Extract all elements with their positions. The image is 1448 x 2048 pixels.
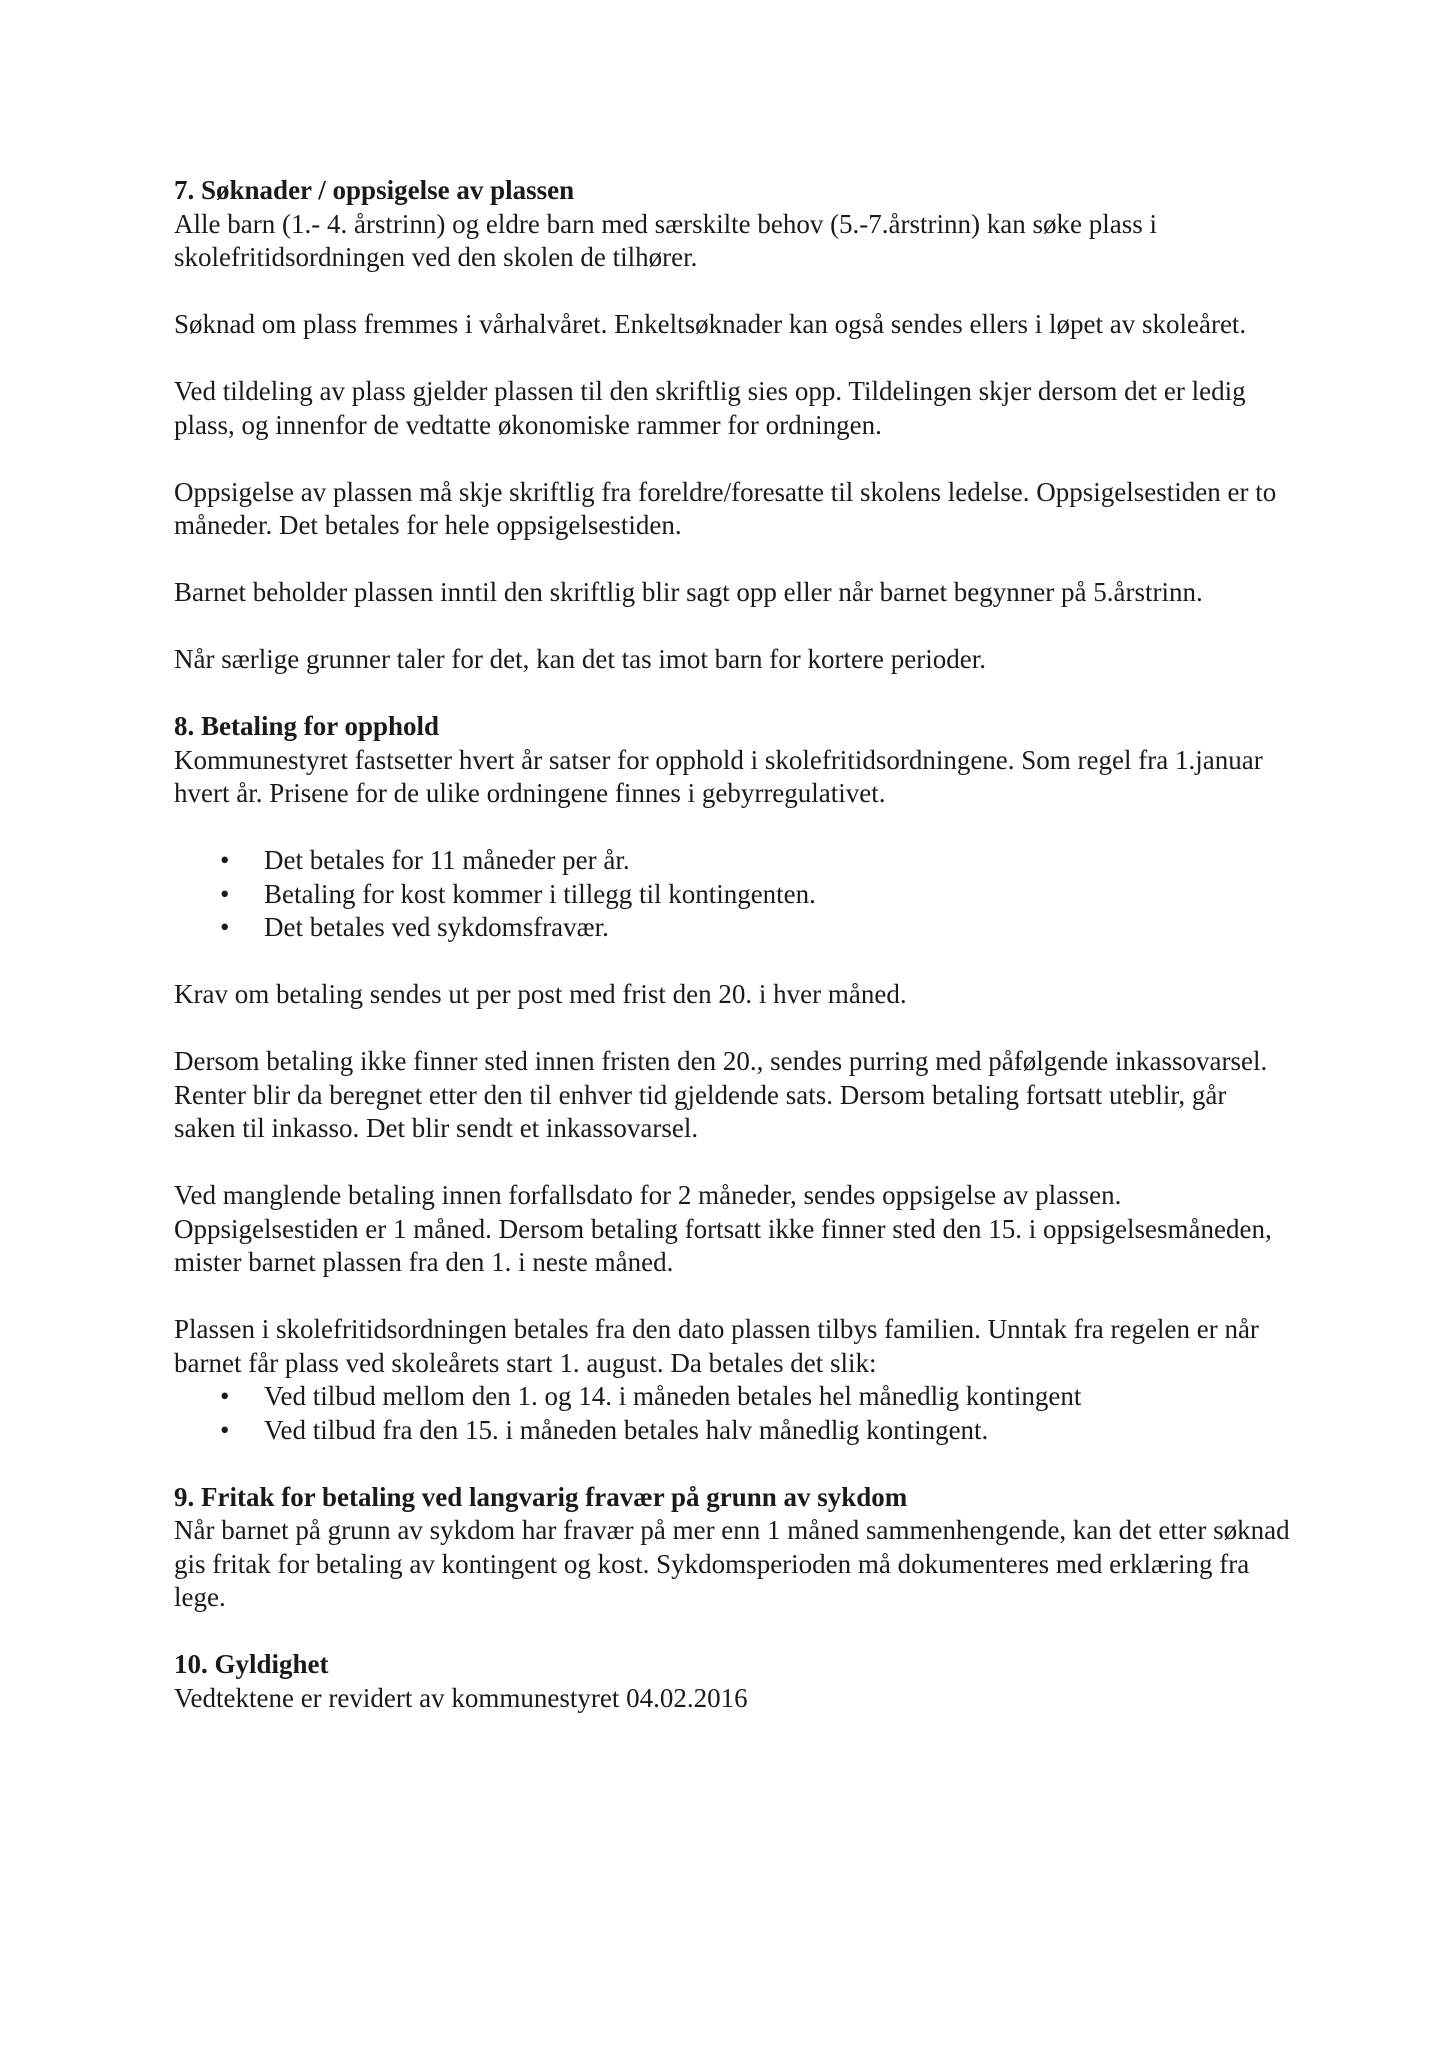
paragraph: Ved tildeling av plass gjelder plassen til den skriftlig sies opp. Tildelingen skjer dersom det er ledig plass, og innenfor de vedtatte økonomiske rammer for ordningen. xyxy=(174,376,1246,440)
bullet-icon: • xyxy=(220,878,230,909)
section-10 xyxy=(174,1648,1294,1715)
list-item-text: Det betales ved sykdomsfravær. xyxy=(264,912,609,942)
list-item xyxy=(174,844,1294,878)
paragraph: Barnet beholder plassen inntil den skriftlig blir sagt opp eller når barnet begynner på 5.årstrinn. xyxy=(174,577,1203,607)
bullet-icon: • xyxy=(220,1381,230,1411)
section-heading: 10. Gyldighet xyxy=(174,1649,329,1679)
section-7 xyxy=(174,174,1294,677)
bullet-icon: • xyxy=(220,1414,230,1445)
bullet-icon: • xyxy=(220,845,230,875)
bullet-list xyxy=(174,844,1294,945)
paragraph: Krav om betaling sendes ut per post med frist den 20. i hver måned. xyxy=(174,979,907,1009)
paragraph: Vedtektene er revidert av kommunestyret 04.02.2016 xyxy=(174,1682,748,1713)
section-heading: 9. Fritak for betaling ved langvarig fravær på grunn av sykdom xyxy=(174,1481,908,1512)
list-item-text: Det betales for 11 måneder per år. xyxy=(264,845,630,875)
section-8 xyxy=(174,710,1294,1447)
list-item xyxy=(174,878,1294,912)
paragraph: Alle barn (1.- 4. årstrinn) og eldre barn med særskilte behov (5.-7.årstrinn) kan søke plass i skolefritidsordningen ved den skolen de tilhører. xyxy=(174,208,1157,272)
bullet-list xyxy=(174,1380,1294,1447)
document-page xyxy=(174,174,1294,1715)
list-item xyxy=(174,1414,1294,1448)
paragraph: Plassen i skolefritidsordningen betales fra den dato plassen tilbys familien. Unntak fra regelen er når barnet får plass ved skoleårets start 1. august. Da betales det slik: xyxy=(174,1314,1259,1378)
paragraph: Dersom betaling ikke finner sted innen fristen den 20., sendes purring med påfølgende inkassovarsel. Renter blir da beregnet etter den til enhver tid gjeldende sats. Dersom betaling fortsatt uteblir, går saken til inkasso. Det blir sendt et inkassovarsel. xyxy=(174,1046,1268,1143)
section-heading: 7. Søknader / oppsigelse av plassen xyxy=(174,175,575,205)
bullet-icon: • xyxy=(220,912,230,942)
paragraph: Søknad om plass fremmes i vårhalvåret. Enkeltsøknader kan også sendes ellers i løpet av skoleåret. xyxy=(174,309,1247,339)
paragraph: Kommunestyret fastsetter hvert år satser for opphold i skolefritidsordningene. Som regel fra 1.januar hvert år. Prisene for de ulike ordningene finnes i gebyrregulativet. xyxy=(174,744,1263,808)
list-item-text: Ved tilbud fra den 15. i måneden betales halv månedlig kontingent. xyxy=(264,1414,989,1445)
list-item xyxy=(174,1380,1294,1414)
list-item-text: Betaling for kost kommer i tillegg til kontingenten. xyxy=(264,878,816,909)
list-item xyxy=(174,911,1294,945)
section-heading: 8. Betaling for opphold xyxy=(174,711,440,741)
list-item-text: Ved tilbud mellom den 1. og 14. i måneden betales hel månedlig kontingent xyxy=(264,1381,1082,1411)
paragraph: Når barnet på grunn av sykdom har fravær på mer enn 1 måned sammenhengende, kan det etter søknad gis fritak for betaling av kontingent og kost. Sykdomsperioden må dokumenteres med erklæring fra lege. xyxy=(174,1515,1290,1612)
paragraph: Når særlige grunner taler for det, kan det tas imot barn for kortere perioder. xyxy=(174,644,986,674)
paragraph: Ved manglende betaling innen forfallsdato for 2 måneder, sendes oppsigelse av plassen. Oppsigelsestiden er 1 måned. Dersom betaling fortsatt ikke finner sted den 15. i oppsigelsesmåneden, mister barnet plassen fra den 1. i neste måned. xyxy=(174,1180,1272,1277)
section-9 xyxy=(174,1481,1294,1615)
paragraph: Oppsigelse av plassen må skje skriftlig fra foreldre/foresatte til skolens ledelse. Oppsigelsestiden er to måneder. Det betales for hele oppsigelsestiden. xyxy=(174,476,1277,540)
